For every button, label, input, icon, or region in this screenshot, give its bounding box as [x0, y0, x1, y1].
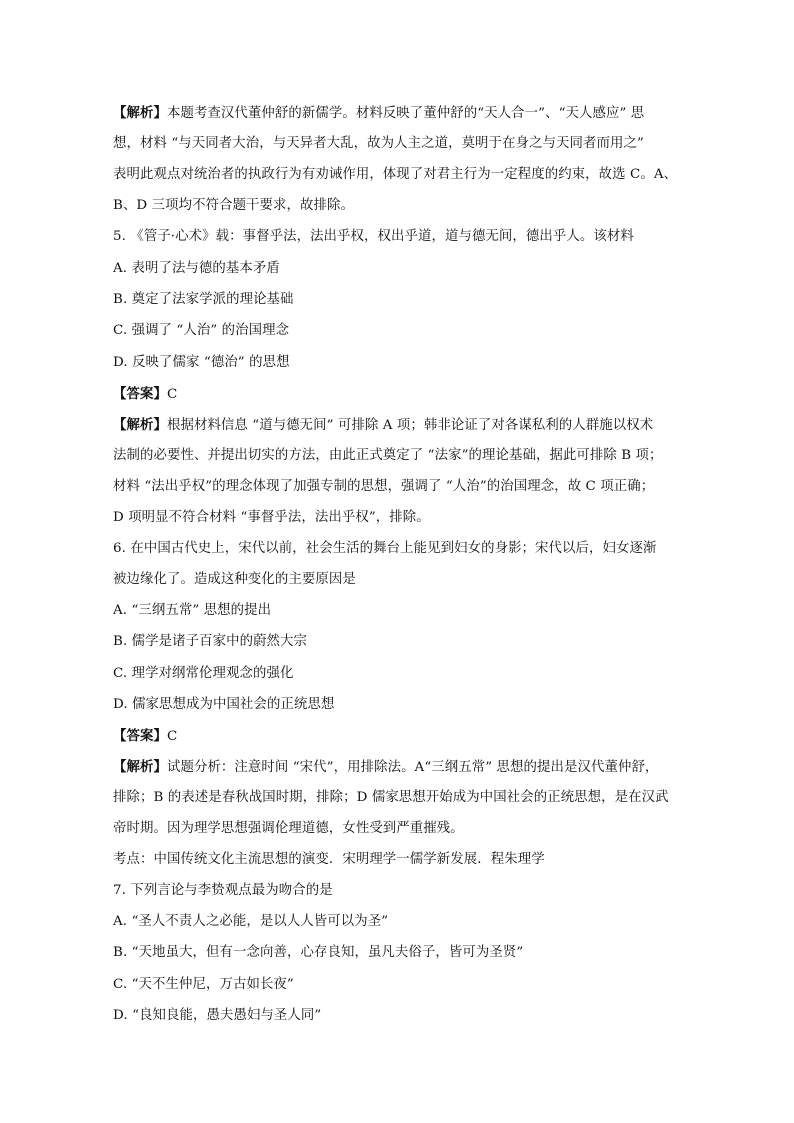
q6-option-d: D. 儒家思想成为中国社会的正统思想 — [113, 697, 335, 712]
q6-option-a: A. “三纲五常” 思想的提出 — [113, 603, 272, 618]
q4-analysis-line-2: 想，材料 “与天同者大治，与天异者大乱，故为人主之道，莫明于在身之与天同者而用之” — [113, 136, 644, 151]
q5-option-d: D. 反映了儒家 “德治” 的思想 — [113, 355, 290, 370]
q7-option-d: D. “良知良能，愚夫愚妇与圣人同” — [113, 1008, 322, 1023]
q5-option-a: A. 表明了法与德的基本矛盾 — [113, 261, 280, 276]
q5-option-c: C. 强调了 “人治” 的治国理念 — [113, 323, 290, 338]
analysis-label: 【解析】 — [113, 105, 167, 121]
q5-option-b: B. 奠定了法家学派的理论基础 — [113, 292, 294, 307]
q5-analysis-line-3: 材料 “法出乎权”的理念体现了加强专制的思想，强调了 “人治”的治国理念，故 C 项正确； — [113, 479, 655, 494]
q4-analysis-line-3: 表明此观点对统治者的执政行为有劝诫作用，体现了对君主行为一定程度的约束，故选 C。A、 — [113, 167, 678, 182]
answer-value: C — [166, 387, 178, 402]
q7-option-b: B. “天地虽大，但有一念向善，心存良知，虽凡夫俗子，皆可为圣贤” — [113, 945, 524, 960]
q6-option-b: B. 儒学是诸子百家中的蔚然大宗 — [113, 634, 308, 649]
q5-analysis-line-4: D 项明显不符合材料 “事督乎法，法出乎权”，排除。 — [113, 510, 430, 525]
analysis-label: 【解析】 — [113, 417, 167, 433]
q7-option-a: A. “圣人不责人之必能，是以人人皆可以为圣” — [113, 914, 389, 929]
q4-analysis-line-4: B、D 三项均不符合题干要求，故排除。 — [113, 198, 354, 213]
q5-answer — [113, 385, 685, 404]
q6-analysis-line-2: 排除；B 的表述是春秋战国时期，排除；D 儒家思想开始成为中国社会的正统思想，是在汉武 — [113, 790, 669, 805]
answer-value: C — [166, 729, 178, 744]
answer-label: 【答案】 — [113, 728, 167, 744]
q7-stem: 7. 下列言论与李贽观点最为吻合的是 — [113, 883, 333, 898]
q6-stem-line-1: 6. 在中国古代史上，宋代以前，社会生活的舞台上能见到妇女的身影；宋代以后，妇女逐渐 — [113, 541, 657, 556]
q7-option-c: C. “天不生仲尼，万古如长夜” — [113, 977, 294, 992]
q5-analysis-line-2: 法制的必要性、并提出切实的方法，由此正式奠定了 “法家”的理论基础，据此可排除 B 项； — [113, 448, 663, 463]
q6-option-c: C. 理学对纲常伦理观念的强化 — [113, 666, 294, 681]
q5-stem: 5. 《管子·心术》载：事督乎法，法出乎权，权出乎道，道与德无间，德出乎人。该材料 — [113, 229, 634, 244]
q6-analysis-line-1: 【解析】试题分析：注意时间 “宋代”，用排除法。A“三纲五常” 思想的提出是汉代董仲舒， — [113, 759, 659, 775]
q5-analysis-line-1: 【解析】根据材料信息 “道与德无间” 可排除 A 项；韩非论证了对各谋私利的人群施以权术 — [113, 417, 654, 433]
answer-label: 【答案】 — [113, 386, 167, 402]
analysis-label: 【解析】 — [113, 759, 167, 775]
q6-analysis-line-3: 帝时期。因为理学思想强调伦理道德，女性受到严重摧残。 — [113, 821, 464, 836]
q6-answer — [113, 727, 685, 746]
q4-analysis-line-1: 【解析】本题考查汉代董仲舒的新儒学。材料反映了董仲舒的“天人合一”、“天人感应” 思 — [113, 105, 645, 121]
q6-kaodian: 考点：中国传统文化主流思想的演变．宋明理学一儒学新发展．程朱理学 — [113, 852, 545, 867]
q6-stem-line-2: 被边缘化了。造成这种变化的主要原因是 — [113, 572, 356, 587]
